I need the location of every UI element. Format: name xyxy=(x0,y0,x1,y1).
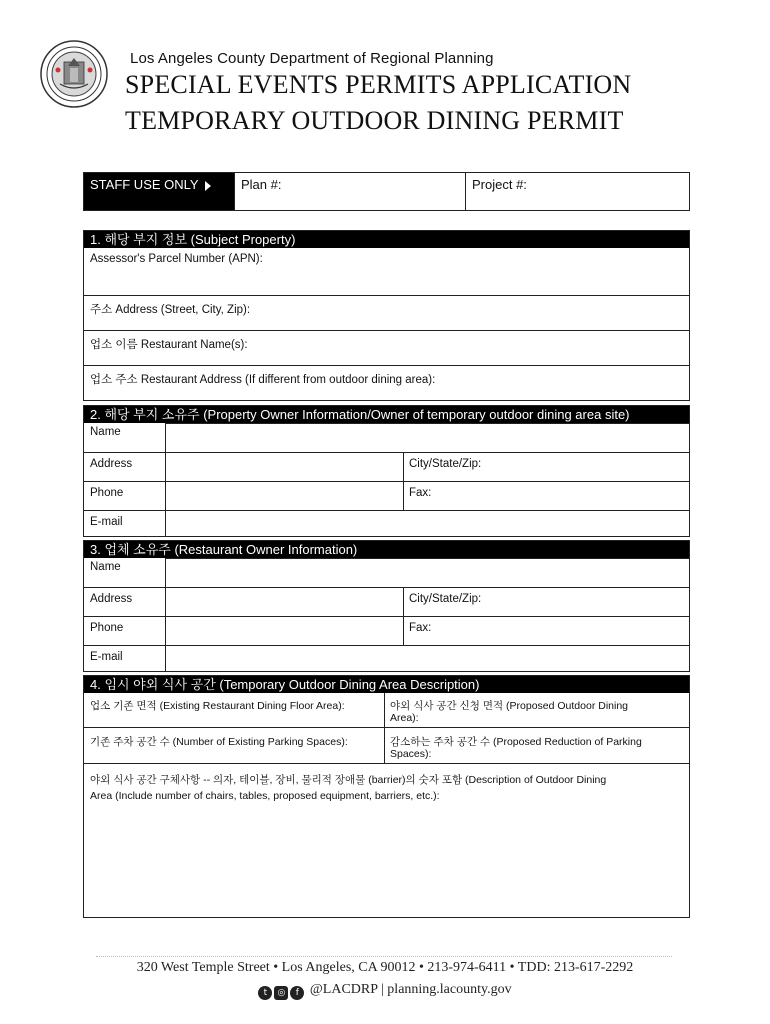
section-1-heading: 1. 해당 부지 정보 (Subject Property) xyxy=(84,231,689,248)
owner-email-field[interactable] xyxy=(165,511,689,537)
rest-owner-email-row: E-mail xyxy=(84,645,689,671)
restaurant-name-field[interactable]: 업소 이름 Restaurant Name(s): xyxy=(84,330,689,365)
owner-address-row: Address City/State/Zip: xyxy=(84,452,689,481)
owner-name-row: Name xyxy=(84,423,689,452)
floor-area-row xyxy=(84,693,689,727)
project-number-field[interactable]: Project #: xyxy=(465,173,690,210)
proposed-area-label-1[interactable]: 야외 식사 공간 신청 면적 (Proposed Outdoor Dining xyxy=(390,700,629,712)
facebook-icon[interactable]: f xyxy=(290,986,304,1000)
existing-floor-area-field[interactable]: 업소 기존 면적 (Existing Restaurant Dining Floor Area): xyxy=(90,700,345,712)
county-seal-logo xyxy=(40,40,108,108)
owner-phone-row: Phone Fax: xyxy=(84,481,689,510)
section-restaurant-owner xyxy=(83,540,690,672)
restaurant-address-field[interactable]: 업소 주소 Restaurant Address (If different from outdoor dining area): xyxy=(84,365,689,400)
rest-owner-fax-field[interactable]: Fax: xyxy=(409,622,432,634)
rest-owner-phone-row: Phone Fax: xyxy=(84,616,689,645)
rest-owner-address-field[interactable] xyxy=(165,588,403,616)
apn-field[interactable]: Assessor's Parcel Number (APN): xyxy=(90,253,263,265)
footer-divider xyxy=(96,956,672,957)
parking-row xyxy=(84,727,689,763)
proposed-area-label-2: Area): xyxy=(390,712,419,724)
parking-reduction-label-1[interactable]: 감소하는 주차 공간 수 (Proposed Reduction of Parking xyxy=(390,736,642,748)
section-subject-property xyxy=(83,230,690,401)
parking-reduction-label-2: Spaces): xyxy=(390,748,432,760)
owner-fax-field[interactable]: Fax: xyxy=(409,487,432,499)
staff-use-label: STAFF USE ONLY xyxy=(84,173,234,210)
plan-number-field[interactable]: Plan #: xyxy=(234,173,465,210)
section-outdoor-dining-description xyxy=(83,675,690,918)
instagram-icon[interactable]: ◎ xyxy=(274,986,288,1000)
section-2-heading: 2. 해당 부지 소유주 (Property Owner Information/Owner of temporary outdoor dining area site) xyxy=(84,406,689,423)
footer-social xyxy=(0,982,770,1000)
address-field[interactable]: 주소 Address (Street, City, Zip): xyxy=(84,295,689,330)
owner-email-row: E-mail xyxy=(84,510,689,536)
footer-address: 320 West Temple Street • Los Angeles, CA 90012 • 213-974-6411 • TDD: 213-617-2292 xyxy=(136,960,634,975)
twitter-icon[interactable]: t xyxy=(258,986,272,1000)
staff-use-box xyxy=(83,172,690,211)
department-name: Los Angeles County Department of Regional Planning xyxy=(130,50,494,67)
section-3-heading: 3. 업체 소유주 (Restaurant Owner Information) xyxy=(84,541,689,558)
owner-address-field[interactable] xyxy=(165,453,403,481)
form-title-line1: SPECIAL EVENTS PERMITS APPLICATION xyxy=(125,70,632,99)
form-title-line2: TEMPORARY OUTDOOR DINING PERMIT xyxy=(125,106,624,135)
owner-phone-field[interactable] xyxy=(165,482,403,510)
description-field[interactable]: 야외 식사 공간 구체사항 -- 의자, 테이블, 장비, 물리적 장애물 (barrier)의 숫자 포함 (Description of Outdoor Dining Area (Include number of chairs, tables, proposed equipment, barriers, etc.): xyxy=(84,763,689,917)
rest-owner-name-field[interactable] xyxy=(165,558,689,587)
social-handle-and-site[interactable]: @LACDRP | planning.lacounty.gov xyxy=(309,982,512,997)
section-property-owner xyxy=(83,405,690,537)
owner-city-field[interactable]: City/State/Zip: xyxy=(409,458,482,470)
rest-owner-phone-field[interactable] xyxy=(165,617,403,645)
rest-owner-address-row: Address City/State/Zip: xyxy=(84,587,689,616)
triangle-right-icon xyxy=(205,181,211,191)
owner-name-field[interactable] xyxy=(165,423,689,452)
existing-parking-field[interactable]: 기존 주차 공간 수 (Number of Existing Parking Spaces): xyxy=(90,736,348,748)
section-4-heading: 4. 임시 야외 식사 공간 (Temporary Outdoor Dining Area Description) xyxy=(84,676,689,693)
rest-owner-email-field[interactable] xyxy=(165,646,689,672)
rest-owner-city-field[interactable]: City/State/Zip: xyxy=(409,593,482,605)
rest-owner-name-row: Name xyxy=(84,558,689,587)
